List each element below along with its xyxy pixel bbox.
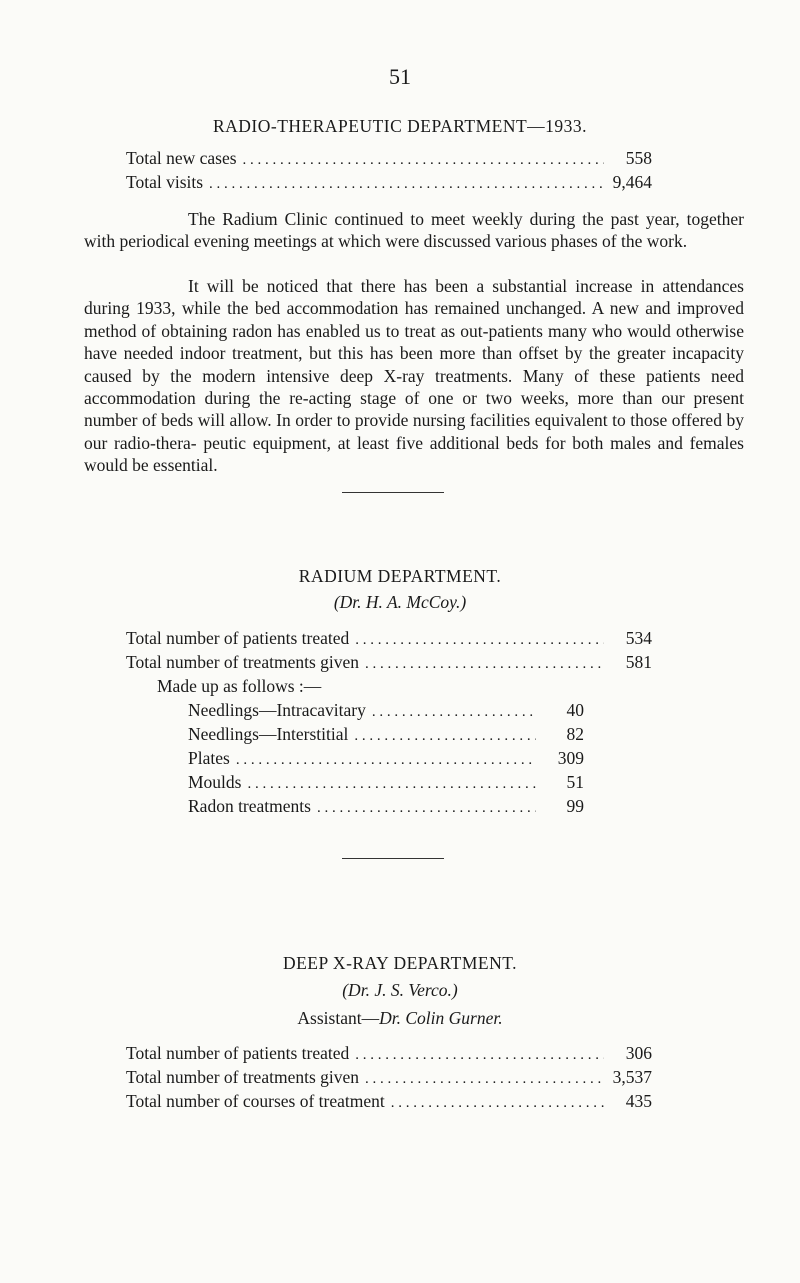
- radiotherapeutic-heading: RADIO-THERAPEUTIC DEPARTMENT—1933.: [212, 116, 588, 136]
- stat-value: 9,464: [612, 172, 652, 192]
- deep-xray-total-courses: [126, 1091, 652, 1112]
- breakdown-label: Needlings—Intracavitary: [188, 700, 366, 720]
- breakdown-value: 309: [557, 748, 584, 768]
- stat-label: Total number of patients treated: [126, 628, 350, 648]
- breakdown-row: [188, 724, 584, 745]
- stat-label: Total new cases: [126, 148, 237, 168]
- breakdown-value: 51: [566, 772, 584, 792]
- leader-dots: [391, 1095, 604, 1112]
- leader-dots: [355, 632, 604, 649]
- paragraph-radium-clinic: The Radium Clinic continued to meet weekly during the past year, together with periodical evening meetings at which were discussed various phases of the work.: [84, 209, 744, 252]
- breakdown-value: 82: [566, 724, 584, 744]
- radium-heading: RADIUM DEPARTMENT.: [298, 566, 502, 586]
- made-up-label: Made up as follows :—: [157, 676, 322, 696]
- breakdown-row: [188, 772, 584, 793]
- breakdown-label: Plates: [188, 748, 230, 768]
- leader-dots: [365, 656, 604, 673]
- breakdown-value: 40: [566, 700, 584, 720]
- stat-label: Total number of courses of treatment: [126, 1091, 385, 1111]
- breakdown-label: Moulds: [188, 772, 242, 792]
- section-divider: [342, 858, 444, 859]
- stat-label: Total visits: [126, 172, 204, 192]
- stat-value: 534: [625, 628, 652, 648]
- deep-xray-heading: DEEP X-RAY DEPARTMENT.: [282, 953, 518, 973]
- breakdown-row: [188, 700, 584, 721]
- leader-dots: [317, 800, 536, 817]
- leader-dots: [236, 752, 536, 769]
- stat-label: Total number of treatments given: [126, 1067, 360, 1087]
- breakdown-label: Radon treatments: [188, 796, 311, 816]
- breakdown-value: 99: [566, 796, 584, 816]
- leader-dots: [354, 728, 536, 745]
- radium-total-treatments: [126, 652, 652, 673]
- deep-xray-assistant: [0, 1008, 800, 1029]
- section-divider: [342, 492, 444, 493]
- stat-value: 3,537: [612, 1067, 652, 1087]
- leader-dots: [243, 152, 604, 169]
- breakdown-row: [188, 796, 584, 817]
- leader-dots: [365, 1071, 604, 1088]
- leader-dots: [355, 1047, 604, 1064]
- stat-row-new-cases: [126, 148, 652, 169]
- leader-dots: [209, 176, 604, 193]
- leader-dots: [247, 776, 536, 793]
- stat-label: Total number of treatments given: [126, 652, 360, 672]
- breakdown-label: Needlings—Interstitial: [188, 724, 349, 744]
- page-number: 51: [389, 64, 411, 89]
- stat-value: 435: [625, 1091, 652, 1111]
- stat-row-visits: [126, 172, 652, 193]
- stat-value: 306: [625, 1043, 652, 1063]
- deep-xray-total-treatments: [126, 1067, 652, 1088]
- breakdown-row: [188, 748, 584, 769]
- paragraph-attendances: It will be noticed that there has been a substantial increase in attendances during 1933, while the bed accommodation has remained unchanged. A new and improved method of obtaining radon has enabled us to treat as out-patients many who would otherwise have needed indoor treatment, but this has been more than offset by the greater incapacity caused by the modern intensive deep X-ray treatments. Many of these patients need accommodation during the re-acting stage of one or two weeks, more than our present number of beds will allow. In order to provide nursing facilities equivalent to those offered by our radio-thera- peutic equipment, at least five additional beds for both males and females would be essential.: [84, 276, 744, 476]
- stat-label: Total number of patients treated: [126, 1043, 350, 1063]
- assistant-name: Dr. Colin Gurner.: [379, 1008, 503, 1028]
- radium-doctor: (Dr. H. A. McCoy.): [333, 592, 467, 612]
- deep-xray-doctor: (Dr. J. S. Verco.): [342, 980, 458, 1000]
- stat-value: 558: [625, 148, 652, 168]
- stat-value: 581: [625, 652, 652, 672]
- leader-dots: [372, 704, 536, 721]
- radium-total-patients: [126, 628, 652, 649]
- deep-xray-total-patients: [126, 1043, 652, 1064]
- assistant-prefix: Assistant—: [297, 1008, 380, 1028]
